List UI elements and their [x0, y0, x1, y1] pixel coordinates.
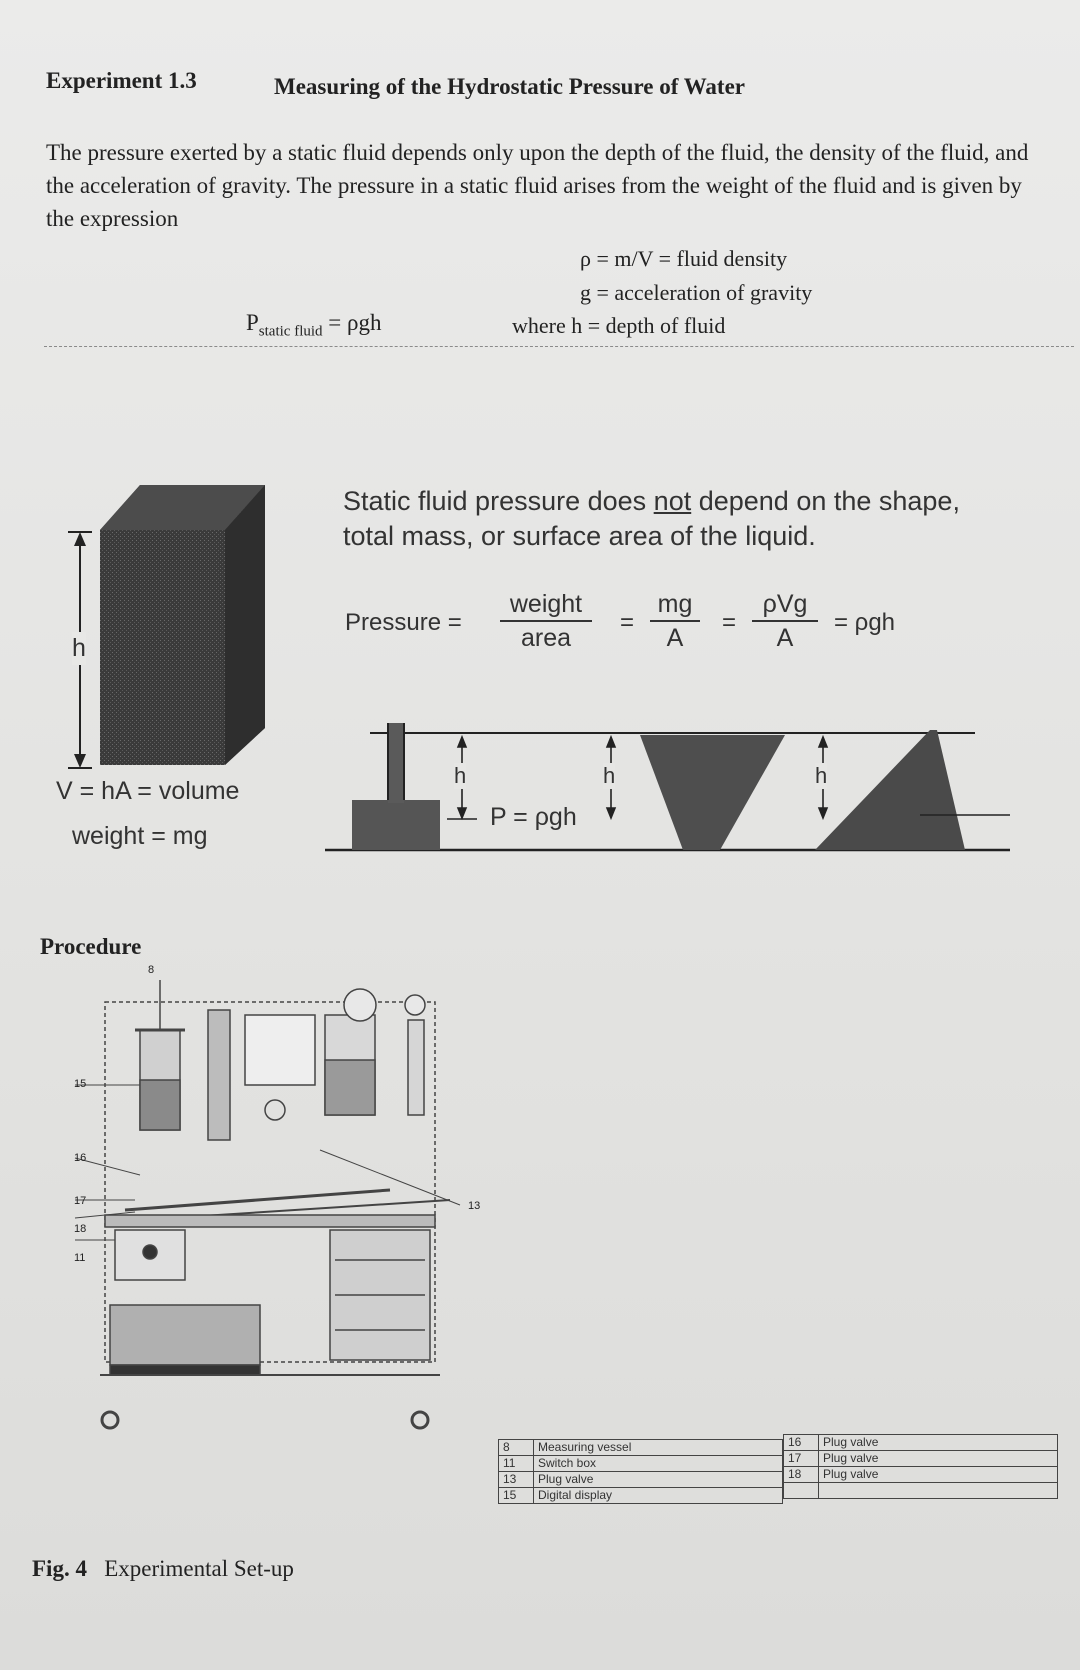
- table-row: 8 Measuring vessel: [499, 1440, 783, 1456]
- figure-text: Experimental Set-up: [104, 1556, 294, 1581]
- definition-depth: where h = depth of fluid: [512, 313, 726, 338]
- formula-lhs: P: [246, 310, 259, 335]
- apparatus-drawing: [60, 960, 480, 1440]
- definition-gravity: g = acceleration of gravity: [580, 280, 813, 305]
- figure-caption: [32, 1556, 294, 1582]
- legend-table-left: [498, 1439, 783, 1504]
- table-row: 15 Digital display: [499, 1488, 783, 1504]
- callout-8: 8: [148, 964, 155, 976]
- volume-label: V = hA = volume: [56, 777, 240, 805]
- table-row: 17 Plug valve: [784, 1451, 1058, 1467]
- experiment-number: Experiment 1.3: [46, 68, 197, 93]
- box-height-label: h: [72, 632, 86, 665]
- experiment-title: Measuring of the Hydrostatic Pressure of Water: [274, 74, 746, 99]
- vessels-figure: [325, 715, 1025, 855]
- table-row: [784, 1483, 1058, 1499]
- fraction-mg-a: $\frac{mg}{A}$: [650, 588, 700, 654]
- static-pressure-formula: [246, 310, 382, 341]
- fraction-pvg-a: ρVg A: [752, 588, 818, 654]
- emphasis-not: not: [653, 486, 692, 516]
- vessel-3-height-label: h: [815, 763, 828, 788]
- procedure-heading: Procedure: [40, 934, 142, 959]
- table-row: 16 Plug valve: [784, 1435, 1058, 1451]
- pressure-result: = ρgh: [834, 609, 896, 636]
- callout-18: 18: [74, 1223, 87, 1235]
- fraction-weight-area: weight area: [500, 588, 592, 654]
- formula-subscript: static fluid: [258, 323, 323, 340]
- callout-16: 16: [74, 1152, 87, 1164]
- formula-rhs: = ρgh: [328, 310, 382, 335]
- weight-label: weight = mg: [72, 822, 208, 850]
- definition-density: ρ = m/V = fluid density: [580, 246, 788, 271]
- vessel-2-height-label: h: [603, 763, 616, 788]
- callout-13: 13: [468, 1200, 481, 1212]
- callout-17: 17: [74, 1195, 87, 1207]
- table-row: 18 Plug valve: [784, 1467, 1058, 1483]
- figure-label: Fig. 4: [32, 1556, 87, 1581]
- legend-table-right: [783, 1434, 1058, 1499]
- callout-15: 15: [74, 1078, 87, 1090]
- callout-11: 11: [74, 1252, 86, 1264]
- static-fluid-note: Static fluid pressure does not depend on the shape, total mass, or surface area of the liquid.: [343, 486, 960, 551]
- vessel-1-height-label: h: [454, 763, 467, 788]
- equals-2: =: [722, 609, 737, 636]
- section-divider: [44, 346, 1074, 347]
- table-row: 13 Plug valve: [499, 1472, 783, 1488]
- fluid-column-figure: [60, 480, 280, 780]
- vessel-pressure-label: P = ρgh: [490, 803, 577, 831]
- table-row: 11 Switch box: [499, 1456, 783, 1472]
- equals-1: =: [620, 609, 635, 636]
- intro-paragraph: The pressure exerted by a static fluid depends only upon the depth of the fluid, the density of the fluid, and the acceleration of gravity. The pressure in a static fluid arises from the weight of the fluid and is given by the expression: [46, 140, 1029, 231]
- pressure-label: Pressure =: [345, 609, 462, 636]
